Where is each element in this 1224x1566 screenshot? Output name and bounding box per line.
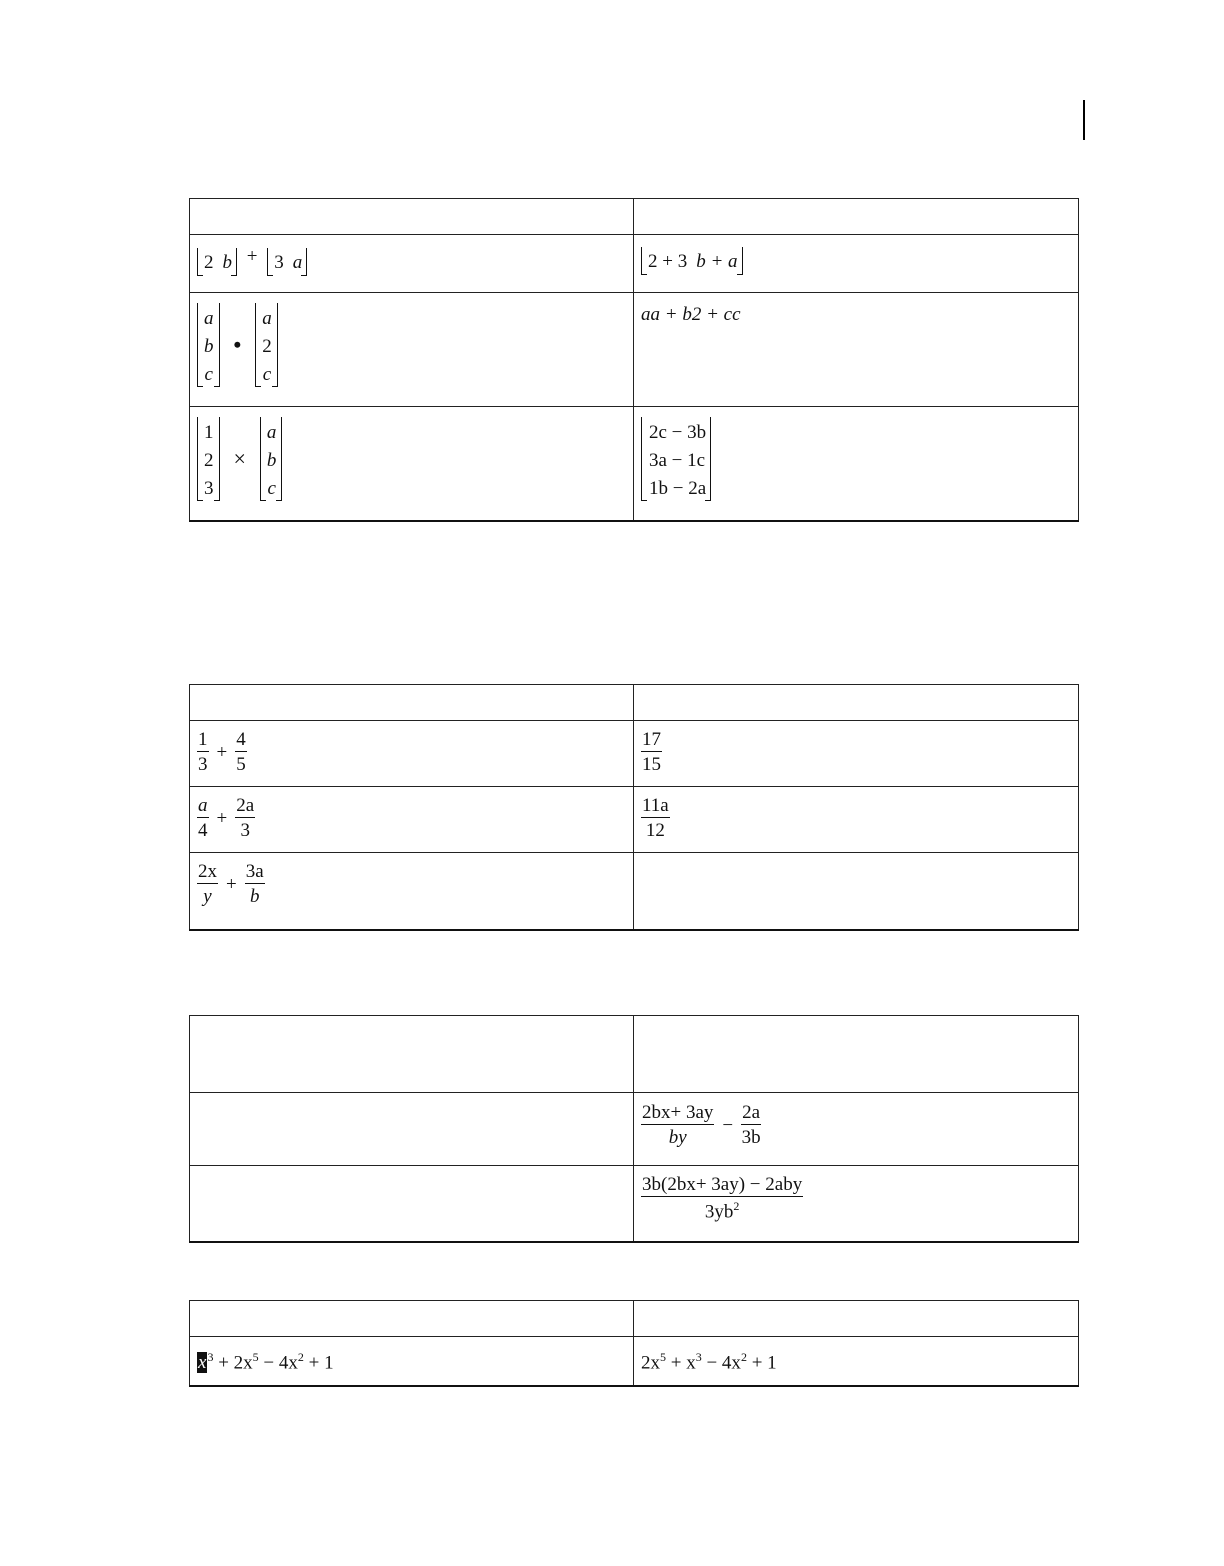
dot-product-result: aa + b2 + cc <box>634 293 1079 407</box>
term: + 1 <box>746 1352 777 1374</box>
denominator: 12 <box>645 820 665 841</box>
denominator-base: 3yb <box>704 1201 734 1223</box>
numerator: 1 <box>198 729 208 750</box>
vector-entry: a <box>204 308 214 329</box>
operator: + <box>226 873 237 895</box>
empty-result-cell <box>634 853 1079 930</box>
denominator: 4 <box>198 820 208 841</box>
vector-entry: 1 <box>204 422 214 443</box>
denominator <box>705 1197 740 1221</box>
fraction-sum-expression <box>190 787 634 853</box>
fraction-addition-table <box>189 684 1079 931</box>
column-vector <box>641 417 711 501</box>
table-header-row <box>190 199 1079 235</box>
fraction-sum-result <box>634 787 1079 853</box>
row-matrix <box>267 248 307 276</box>
header-cell <box>634 685 1079 721</box>
denominator: by <box>668 1127 687 1148</box>
table-row <box>190 853 1079 930</box>
table-row <box>190 1337 1079 1386</box>
numerator: 17 <box>642 729 661 750</box>
numerator: 2x <box>198 861 217 882</box>
numerator: 4 <box>236 729 246 750</box>
column-vector <box>255 303 278 387</box>
fraction <box>197 796 209 840</box>
row-matrix <box>197 248 237 276</box>
cross-operator: × <box>233 446 246 471</box>
numerator: 3a <box>245 861 264 882</box>
exponent: 3 <box>695 1350 702 1364</box>
fraction-sum-result <box>634 721 1079 787</box>
operator: + <box>216 807 228 829</box>
table-row <box>190 1093 1079 1166</box>
vector-entry: 3 <box>204 478 214 499</box>
rational-difference <box>634 1093 1079 1166</box>
exponent: 5 <box>660 1350 666 1364</box>
denominator: 15 <box>642 754 661 775</box>
vector-entry: c <box>204 364 213 385</box>
matrix-entry: b <box>222 252 232 273</box>
exponent: 2 <box>733 1199 740 1213</box>
column-vector <box>260 417 283 501</box>
dot-operator: • <box>233 332 242 357</box>
header-cell <box>190 199 634 235</box>
vector-entry: b <box>204 336 214 357</box>
table-row <box>190 787 1079 853</box>
term: − 4x <box>258 1352 298 1374</box>
matrix-operations-table <box>189 198 1079 522</box>
vector-entry: a <box>266 422 277 443</box>
term: − 4x <box>701 1352 741 1374</box>
rational-combined <box>634 1166 1079 1242</box>
table-row <box>190 293 1079 407</box>
denominator: 5 <box>236 754 246 775</box>
numerator: 2a <box>742 1102 761 1123</box>
polynomial-expression[interactable] <box>190 1337 634 1386</box>
table-row <box>190 1166 1079 1242</box>
denominator: y <box>203 886 212 907</box>
operator: − <box>722 1114 734 1136</box>
row-matrix <box>641 247 743 275</box>
table-row <box>190 407 1079 521</box>
vector-entry: 2c − 3b <box>649 422 707 443</box>
exponent: 3 <box>207 1350 214 1364</box>
fraction <box>235 730 247 774</box>
denominator: 3 <box>240 820 250 841</box>
fraction <box>641 1103 714 1147</box>
numerator: 3b(2bx+ 3ay) − 2aby <box>642 1174 803 1195</box>
matrix-entry: 2 + 3 <box>648 251 688 272</box>
fraction <box>197 862 218 906</box>
table-header-row <box>190 685 1079 721</box>
term: + 1 <box>303 1352 334 1374</box>
selected-variable[interactable]: x <box>198 1352 207 1374</box>
fraction-sum-expression <box>190 721 634 787</box>
cross-product-result <box>634 407 1079 521</box>
numerator: 11a <box>642 795 669 816</box>
header-cell <box>634 1016 1079 1093</box>
term: + 2x <box>213 1352 253 1374</box>
vector-entry: 3a − 1c <box>649 450 706 471</box>
dot-product-expression <box>190 293 634 407</box>
operator: + <box>246 246 258 267</box>
fraction <box>741 1103 761 1147</box>
fraction <box>235 796 255 840</box>
empty-cell <box>190 1093 634 1166</box>
matrix-sum-expression <box>190 235 634 293</box>
denominator: 3b <box>741 1127 761 1148</box>
header-cell <box>190 1016 634 1093</box>
matrix-entry: 3 <box>274 252 284 273</box>
rational-expression-table <box>189 1015 1079 1243</box>
header-cell <box>634 199 1079 235</box>
vector-entry: a <box>262 308 272 329</box>
numerator: 2a <box>236 795 255 816</box>
table-header-row <box>190 1016 1079 1093</box>
empty-cell <box>190 1166 634 1242</box>
header-cell <box>190 1301 634 1337</box>
matrix-entry: 2 <box>204 252 214 273</box>
page-margin-rule <box>1083 100 1085 140</box>
fraction <box>641 730 662 774</box>
vector-entry: c <box>267 478 276 499</box>
column-vector <box>197 417 220 501</box>
table-row <box>190 235 1079 293</box>
fraction <box>641 1175 803 1221</box>
matrix-entry: b + a <box>696 251 738 272</box>
matrix-sum-result <box>634 235 1079 293</box>
vector-entry: 2 <box>262 336 272 357</box>
table-row <box>190 721 1079 787</box>
table-header-row <box>190 1301 1079 1337</box>
denominator: 3 <box>198 754 208 775</box>
numerator: a <box>198 795 208 816</box>
fraction-sum-expression <box>190 853 634 930</box>
vector-entry: 1b − 2a <box>649 478 707 499</box>
term: + x <box>666 1352 696 1374</box>
exponent: 2 <box>297 1350 304 1364</box>
term: 2x <box>641 1352 660 1374</box>
vector-entry: c <box>262 364 272 385</box>
denominator: b <box>249 886 260 907</box>
fraction <box>197 730 209 774</box>
fraction <box>245 862 265 906</box>
header-cell <box>634 1301 1079 1337</box>
fraction <box>641 796 670 840</box>
polynomial-sort-table <box>189 1300 1079 1387</box>
exponent: 5 <box>252 1350 259 1364</box>
header-cell <box>190 685 634 721</box>
column-vector <box>197 303 220 387</box>
operator: + <box>216 741 228 763</box>
cross-product-expression <box>190 407 634 521</box>
numerator: 2bx+ 3ay <box>642 1102 714 1123</box>
vector-entry: b <box>266 450 277 471</box>
polynomial-sorted <box>634 1337 1079 1386</box>
exponent: 2 <box>740 1350 747 1364</box>
vector-entry: 2 <box>204 450 214 471</box>
matrix-entry: a <box>292 252 303 273</box>
